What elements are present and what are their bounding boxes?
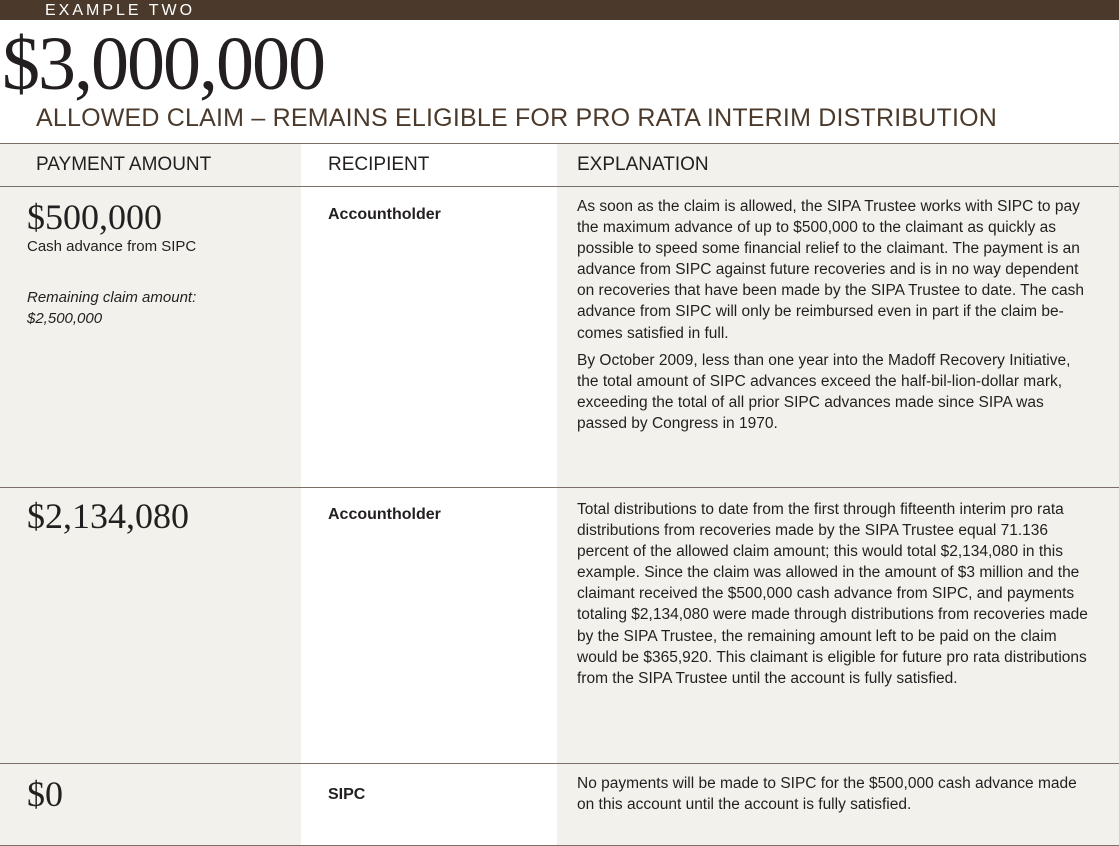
claim-amount: $3,000,000 [2,22,324,106]
payment-table [0,143,1119,846]
explanation-cell [557,187,1119,487]
claim-subtitle: ALLOWED CLAIM – REMAINS ELIGIBLE FOR PRO RATA INTERIM DISTRIBUTION [36,104,998,132]
recipient-cell [301,764,557,845]
column-header-payment-amount: PAYMENT AMOUNT [0,144,301,186]
explanation-paragraph: Total distributions to date from the first through fifteenth interim pro rata distributions from recoveries made by the SIPA Trustee equal 71.136 percent of the allowed claim amount; this would total $2,134,080 in this example. Since the claim was allowed in the amount of $3 million and the claimant received the $500,000 cash advance from SIPC, and payments totaling $2,134,080 were made through distributions from recoveries made by the SIPA Trustee, the remaining amount left to be paid on the claim would be $365,920. This claimant is eligible for future pro rata distributions from the SIPA Trustee until the account is fully satisfied. [577,501,1088,687]
payment-amount: $2,134,080 [27,496,189,536]
payment-amount-cell [0,488,301,763]
explanation-paragraph: By October 2009, less than one year into the Madoff Recovery Initiative, the total amount of SIPC advances exceed the half-bil-lion-dollar mark, exceeding the total of all prior SIPC advances made since SIPA was passed by Congress in 1970. [577,351,1071,432]
recipient: Accountholder [328,506,441,523]
table-row [0,186,1119,487]
explanation-cell [557,488,1119,763]
recipient-cell [301,187,557,487]
recipient: Accountholder [328,206,441,223]
remaining-claim-value: $2,500,000 [27,310,103,327]
payment-amount: $500,000 [27,197,162,237]
recipient-cell [301,488,557,763]
payment-amount: $0 [27,774,63,814]
section-label: EXAMPLE TWO [45,2,196,19]
payment-note: Cash advance from SIPC [27,238,197,255]
remaining-claim-label: Remaining claim amount: [27,289,197,306]
explanation-paragraph: No payments will be made to SIPC for the $500,000 cash advance made on this account until the account is fully satisfied. [577,775,1077,814]
column-header-explanation: EXPLANATION [557,144,1119,186]
recipient: SIPC [328,786,366,803]
payment-amount-cell [0,187,301,487]
table-row [0,487,1119,763]
explanation-paragraph: As soon as the claim is allowed, the SIPA Trustee works with SIPC to pay the maximum advance of up to $500,000 to the claimant as quickly as possible to speed some financial relief to the claimant. The payment is an advance from SIPC against future recoveries and is in no way dependent on recoveries that have been made by the SIPA Trustee to date. The cash advance from SIPC will only be reimbursed even in part if the claim be-comes satisfied in full. [577,198,1084,342]
table-header-row [0,143,1119,186]
payment-amount-cell [0,764,301,845]
section-header-bar [0,0,1119,20]
table-row [0,763,1119,846]
column-header-recipient: RECIPIENT [301,144,557,186]
remaining-claim [27,287,301,329]
explanation-cell [557,764,1119,845]
